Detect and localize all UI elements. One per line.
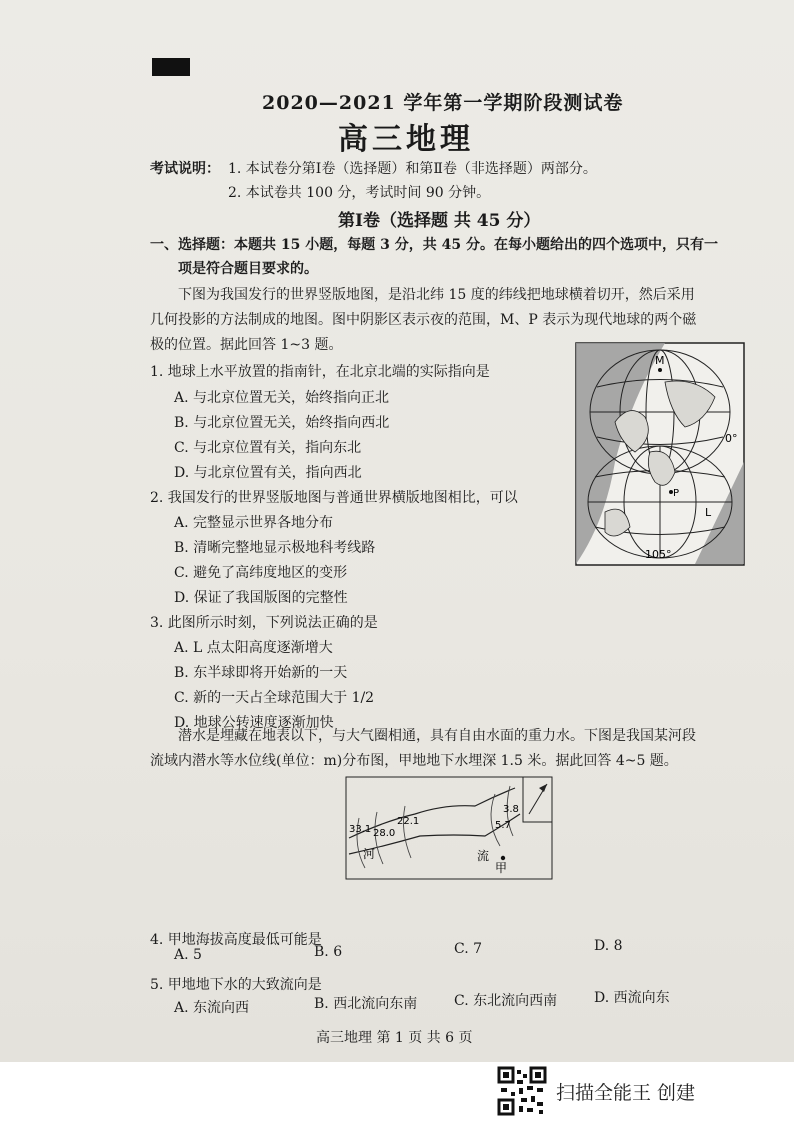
contour-label-5-7: 5.7 xyxy=(495,820,511,831)
contour-label-22-1: 22.1 xyxy=(397,816,420,827)
question-2-option-a: A. 完整显示世界各地分布 xyxy=(174,515,334,531)
section-instruction-line2: 项是符合题目要求的。 xyxy=(178,261,318,277)
contour-label-28-0: 28.0 xyxy=(373,828,396,839)
scanner-watermark: 扫描全能王 创建 xyxy=(556,1082,696,1104)
question-4-option-b: B. 6 xyxy=(314,944,343,960)
world-vertical-map xyxy=(575,342,745,566)
question-3-option-d: D. 地球公转速度逐渐加快 xyxy=(174,715,334,731)
exam-notes-line1: 1. 本试卷分第Ⅰ卷（选择题）和第Ⅱ卷（非选择题）两部分。 xyxy=(228,161,597,177)
question-4-option-c: C. 7 xyxy=(454,941,483,957)
point-jia-label: 甲 xyxy=(495,861,508,875)
page-footer: 高三地理 第 1 页 共 6 页 xyxy=(316,1030,473,1046)
exam-notes-line2: 2. 本试卷共 100 分，考试时间 90 分钟。 xyxy=(228,185,491,201)
passage1-line1: 下图为我国发行的世界竖版地图，是沿北纬 15 度的纬线把地球横着切开，然后采用 xyxy=(178,287,695,303)
contour-label-33-1: 33.1 xyxy=(349,824,372,835)
map1-label-0deg: 0° xyxy=(725,432,738,445)
map1-label-105deg: 105° xyxy=(645,548,672,561)
river-label-he: 河 xyxy=(363,847,376,861)
exam-notes-label: 考试说明： xyxy=(150,161,220,177)
question-5-option-d: D. 西流向东 xyxy=(594,990,670,1006)
map1-label-p: P xyxy=(673,488,680,499)
passage1-line2: 几何投影的方法制成的地图。图中阴影区表示夜的范围，M、P 表示为现代地球的两个磁 xyxy=(150,312,697,328)
question-2-option-b: B. 清晰完整地显示极地科考线路 xyxy=(174,540,376,556)
passage1-line3: 极的位置。据此回答 1~3 题。 xyxy=(150,337,343,353)
qr-code-icon xyxy=(497,1066,547,1116)
map1-label-l: L xyxy=(705,506,712,519)
north-arrow-icon xyxy=(529,784,547,814)
contour-lines xyxy=(357,786,513,868)
question-3-option-b: B. 东半球即将开始新的一天 xyxy=(174,665,348,681)
question-4-option-a: A. 5 xyxy=(174,947,202,963)
section-title: 第Ⅰ卷（选择题 共 45 分） xyxy=(338,211,541,231)
question-5-option-c: C. 东北流向西南 xyxy=(454,993,558,1009)
question-1-option-a: A. 与北京位置无关，始终指向正北 xyxy=(174,390,390,406)
question-1-option-d: D. 与北京位置有关，指向西北 xyxy=(174,465,362,481)
question-1-stem: 1. 地球上水平放置的指南针，在北京北端的实际指向是 xyxy=(150,364,490,380)
river-label-liu: 流 xyxy=(477,849,490,863)
question-4-option-d: D. 8 xyxy=(594,938,623,954)
point-jia-marker xyxy=(501,856,505,860)
question-2-option-d: D. 保证了我国版图的完整性 xyxy=(174,590,348,606)
question-3-stem: 3. 此图所示时刻，下列说法正确的是 xyxy=(150,615,378,631)
question-5-stem: 5. 甲地地下水的大致流向是 xyxy=(150,977,322,993)
question-2-option-c: C. 避免了高纬度地区的变形 xyxy=(174,565,348,581)
exam-title: 2020—2021 学年第一学期阶段测试卷 xyxy=(262,92,624,114)
question-1-option-b: B. 与北京位置无关，始终指向西北 xyxy=(174,415,390,431)
subject-title: 高三地理 xyxy=(338,122,474,157)
question-2-stem: 2. 我国发行的世界竖版地图与普通世界横版地图相比，可以 xyxy=(150,490,518,506)
passage2-line2: 流域内潜水等水位线(单位：m)分布图，甲地地下水埋深 1.5 米。据此回答 4~5 题。 xyxy=(150,753,678,769)
question-1-option-c: C. 与北京位置有关，指向东北 xyxy=(174,440,362,456)
question-5-option-a: A. 东流向西 xyxy=(174,1000,250,1016)
redaction-box xyxy=(152,58,190,76)
question-3-option-c: C. 新的一天占全球范围大于 1/2 xyxy=(174,690,375,706)
section-instruction-line1: 一、选择题：本题共 15 小题，每题 3 分，共 45 分。在每小题给出的四个选项中，只有一 xyxy=(150,237,718,253)
groundwater-contour-map xyxy=(345,776,553,880)
map1-label-m: M xyxy=(655,354,665,367)
question-5-option-b: B. 西北流向东南 xyxy=(314,996,418,1012)
contour-label-3-8: 3.8 xyxy=(503,804,519,815)
question-4-stem: 4. 甲地海拔高度最低可能是 xyxy=(150,932,322,948)
passage2-line1: 潜水是埋藏在地表以下，与大气圈相通，具有自由水面的重力水。下图是我国某河段 xyxy=(178,728,696,744)
question-3-option-a: A. L 点太阳高度逐渐增大 xyxy=(174,640,333,656)
